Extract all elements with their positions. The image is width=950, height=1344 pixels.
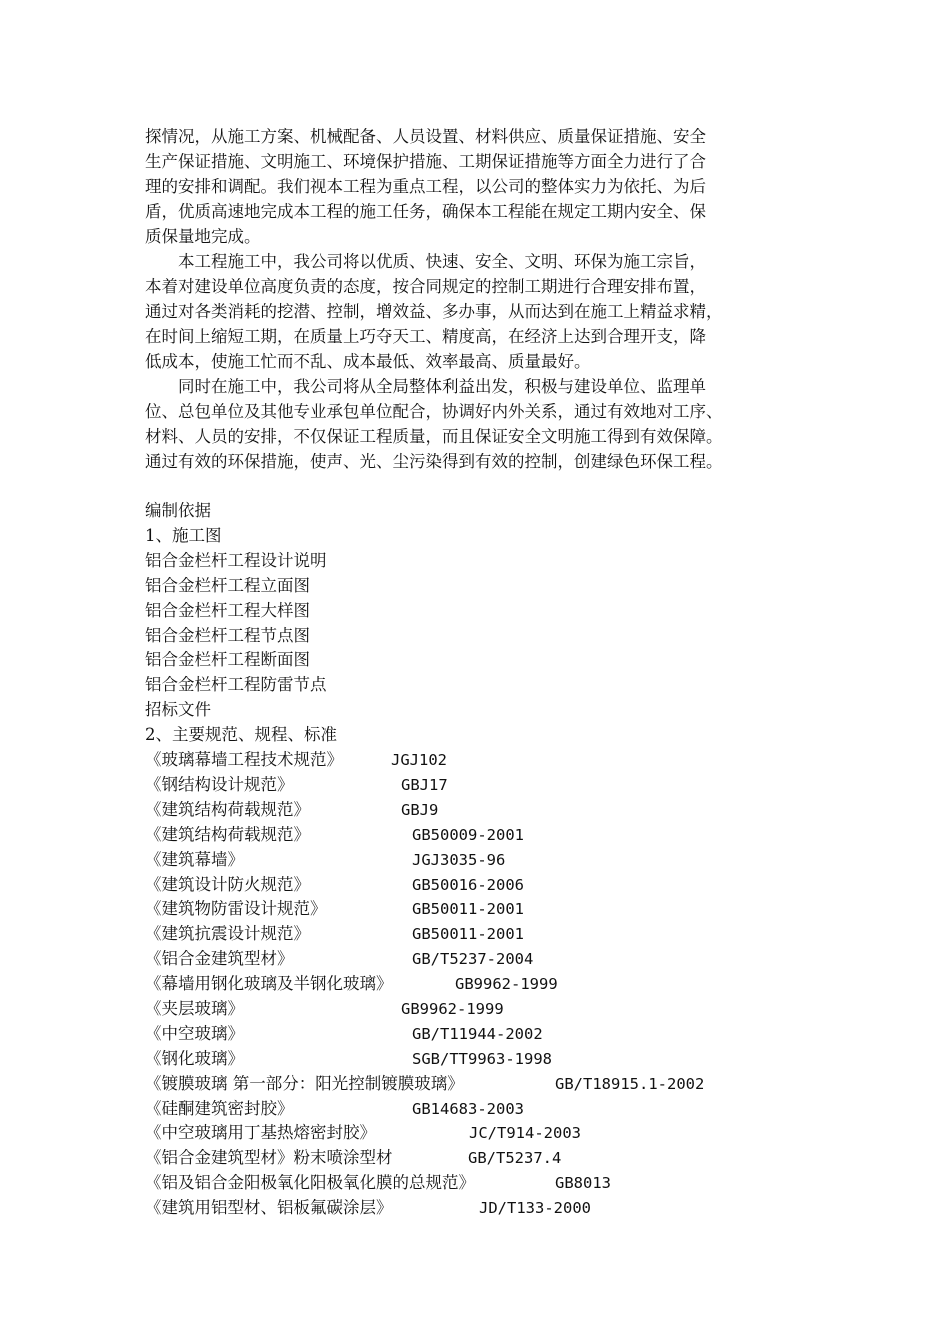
paragraph-line: 低成本，使施工忙而不乱、成本最低、效率最高、质量最好。 xyxy=(145,352,591,371)
paragraph-line: 质保量地完成。 xyxy=(145,227,261,246)
standard-item xyxy=(145,1072,825,1097)
standard-code: GBJ9 xyxy=(401,800,439,819)
standard-code: GB8013 xyxy=(555,1174,611,1193)
standard-code: JD/T133-2000 xyxy=(479,1199,591,1218)
standard-title: 《铝合金建筑型材》粉末喷涂型材 xyxy=(145,1148,393,1168)
standard-title: 《建筑结构荷载规范》 xyxy=(145,824,310,844)
standard-code: JGJ3035-96 xyxy=(412,850,506,869)
paragraph-line: 理的安排和调配。我们视本工程为重点工程，以公司的整体实力为依托、为后 xyxy=(145,177,706,196)
paragraph-line: 探情况，从施工方案、机械配备、人员设置、材料供应、质量保证措施、安全 xyxy=(145,127,706,146)
drawing-item: 铝合金栏杆工程大样图 xyxy=(145,600,310,620)
standard-title: 《建筑抗震设计规范》 xyxy=(145,924,310,944)
standard-title: 《中空玻璃》 xyxy=(145,1023,244,1043)
intro-paragraph-3 xyxy=(145,374,825,474)
standard-code: GB50016-2006 xyxy=(412,875,524,894)
drawing-item: 铝合金栏杆工程断面图 xyxy=(145,650,310,670)
standard-code: SGB/TT9963-1998 xyxy=(412,1049,552,1068)
standard-item xyxy=(145,848,825,873)
standard-item xyxy=(145,1022,825,1047)
section-heading: 编制依据 xyxy=(145,501,211,520)
paragraph-line: 生产保证措施、文明施工、环境保护措施、工期保证措施等方面全力进行了合 xyxy=(145,152,706,171)
standard-title: 《建筑结构荷载规范》 xyxy=(145,799,310,819)
standard-title: 《玻璃幕墙工程技术规范》 xyxy=(145,750,343,770)
standard-code: GB9962-1999 xyxy=(455,975,558,994)
standard-title: 《钢结构设计规范》 xyxy=(145,774,294,794)
paragraph-line: 盾，优质高速地完成本工程的施工任务，确保本工程能在规定工期内安全、保 xyxy=(145,202,706,221)
standard-item xyxy=(145,922,825,947)
standard-item xyxy=(145,972,825,997)
standard-title: 《夹层玻璃》 xyxy=(145,998,244,1018)
paragraph-line: 材料、人员的安排，不仅保证工程质量，而且保证安全文明施工得到有效保障。 xyxy=(145,427,723,446)
drawing-item: 铝合金栏杆工程设计说明 xyxy=(145,550,327,570)
standard-title: 《建筑用铝型材、铝板氟碳涂层》 xyxy=(145,1198,393,1218)
standard-code: GB14683-2003 xyxy=(412,1099,524,1118)
drawing-item: 铝合金栏杆工程节点图 xyxy=(145,625,310,645)
standard-code: GB50011-2001 xyxy=(412,900,524,919)
drawings-heading: 1、施工图 xyxy=(145,525,222,545)
paragraph-line: 通过对各类消耗的挖潜、控制，增效益、多办事，从而达到在施工上精益求精， xyxy=(145,302,723,321)
standard-code: GB/T5237-2004 xyxy=(412,950,534,969)
standard-item xyxy=(145,823,825,848)
standard-code: JC/T914-2003 xyxy=(469,1124,581,1143)
document-page xyxy=(145,124,825,1221)
standard-title: 《钢化玻璃》 xyxy=(145,1048,244,1068)
standard-item xyxy=(145,1146,825,1171)
standard-item xyxy=(145,947,825,972)
paragraph-line: 同时在施工中，我公司将从全局整体利益出发，积极与建设单位、监理单 xyxy=(178,377,706,396)
intro-paragraph-1 xyxy=(145,124,825,249)
standard-code: GB/T11944-2002 xyxy=(412,1024,543,1043)
drawing-item: 招标文件 xyxy=(145,700,211,720)
spacer xyxy=(145,474,825,499)
standards-list xyxy=(145,748,825,1221)
standard-code: GBJ17 xyxy=(401,775,448,794)
paragraph-line: 本着对建设单位高度负责的态度，按合同规定的控制工期进行合理安排布置， xyxy=(145,277,706,296)
standard-code: GB50009-2001 xyxy=(412,825,524,844)
standard-title: 《幕墙用钢化玻璃及半钢化玻璃》 xyxy=(145,974,393,994)
paragraph-line: 位、总包单位及其他专业承包单位配合，协调好内外关系，通过有效地对工序、 xyxy=(145,402,723,421)
standard-code: GB/T18915.1-2002 xyxy=(555,1074,705,1093)
intro-paragraph-2 xyxy=(145,249,825,374)
standard-code: GB/T5237.4 xyxy=(468,1149,562,1168)
standard-code: JGJ102 xyxy=(391,751,447,770)
standard-item xyxy=(145,997,825,1022)
standard-item xyxy=(145,798,825,823)
standard-item xyxy=(145,773,825,798)
standards-heading: 2、主要规范、规程、标准 xyxy=(145,725,337,745)
standard-item xyxy=(145,1196,825,1221)
paragraph-line: 本工程施工中，我公司将以优质、快速、安全、文明、环保为施工宗旨， xyxy=(178,252,706,271)
standard-title: 《建筑设计防火规范》 xyxy=(145,874,310,894)
standard-item xyxy=(145,1121,825,1146)
standard-title: 《镀膜玻璃 第一部分：阳光控制镀膜玻璃》 xyxy=(145,1073,464,1093)
standard-item xyxy=(145,748,825,773)
standard-title: 《建筑幕墙》 xyxy=(145,849,244,869)
standard-item xyxy=(145,1097,825,1122)
standard-item xyxy=(145,873,825,898)
standard-code: GB9962-1999 xyxy=(401,999,504,1018)
standard-title: 《铝及铝合金阳极氧化阳极氧化膜的总规范》 xyxy=(145,1173,475,1193)
standard-title: 《中空玻璃用丁基热熔密封胶》 xyxy=(145,1123,376,1143)
standard-title: 《硅酮建筑密封胶》 xyxy=(145,1098,294,1118)
drawing-item: 铝合金栏杆工程立面图 xyxy=(145,575,310,595)
standard-title: 《铝合金建筑型材》 xyxy=(145,949,294,969)
standard-code: GB50011-2001 xyxy=(412,925,524,944)
standard-title: 《建筑物防雷设计规范》 xyxy=(145,899,327,919)
standard-item xyxy=(145,1047,825,1072)
paragraph-line: 在时间上缩短工期，在质量上巧夺天工、精度高，在经济上达到合理开支，降 xyxy=(145,327,706,346)
standard-item xyxy=(145,1171,825,1196)
paragraph-line: 通过有效的环保措施，使声、光、尘污染得到有效的控制，创建绿色环保工程。 xyxy=(145,452,723,471)
drawing-item: 铝合金栏杆工程防雷节点 xyxy=(145,675,327,695)
standard-item xyxy=(145,897,825,922)
